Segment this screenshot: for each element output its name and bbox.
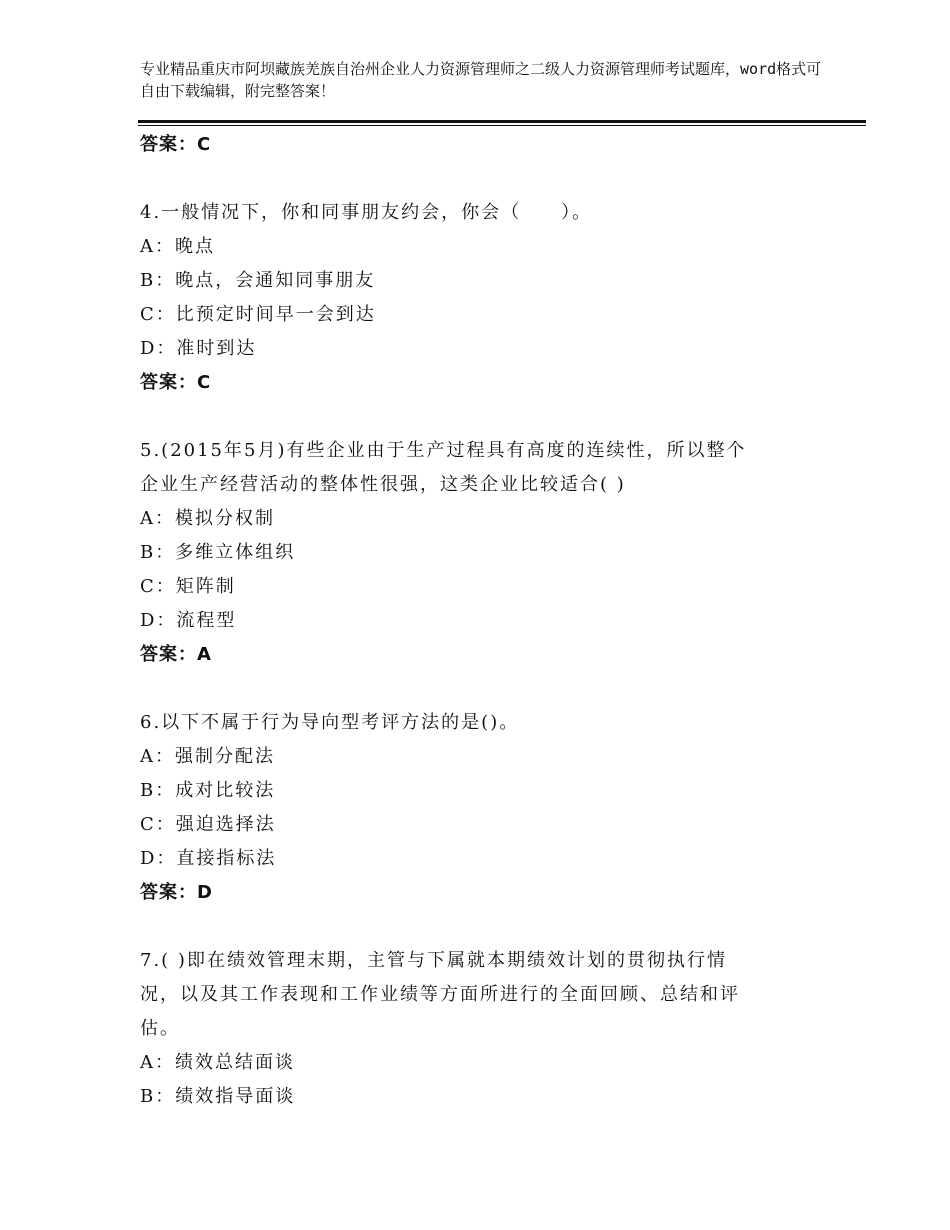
option-c: C：比预定时间早一会到达 [140,304,376,325]
answer-label: 答案：A [140,644,212,665]
question-block [140,196,840,400]
question-stem: 估。 [140,1018,180,1039]
answer-label: 答案：C [140,134,212,155]
header-divider-thick [138,120,866,123]
option-d: D：直接指标法 [140,848,277,869]
question-stem: 5.(2015年5月)有些企业由于生产过程具有高度的连续性，所以整个 [140,440,747,461]
answer-label: 答案：D [140,882,213,903]
option-b: B：晚点，会通知同事朋友 [140,270,376,291]
option-b: B：多维立体组织 [140,542,296,563]
question-stem: 企业生产经营活动的整体性很强，这类企业比较适合( ) [140,474,626,495]
option-d: D：准时到达 [140,338,257,359]
question-stem: 4.一般情况下，你和同事朋友约会，你会（ ）。 [140,202,593,223]
option-a: A：强制分配法 [140,746,275,767]
document-header-title: 专业精品重庆市阿坝藏族羌族自治州企业人力资源管理师之二级人力资源管理师考试题库，word格式可自由下载编辑，附完整答案！ [140,60,822,100]
option-b: B：绩效指导面谈 [140,1086,296,1107]
option-c: C：矩阵制 [140,576,236,597]
answer-label: 答案：C [140,372,212,393]
option-b: B：成对比较法 [140,780,276,801]
option-a: A：晚点 [140,236,215,257]
question-stem: 7.( )即在绩效管理末期，主管与下属就本期绩效计划的贯彻执行情 [140,950,727,971]
question-stem: 6.以下不属于行为导向型考评方法的是()。 [140,712,520,733]
question-list [140,128,840,1114]
header-divider-thin [138,125,866,126]
option-c: C：强迫选择法 [140,814,276,835]
option-a: A：绩效总结面谈 [140,1052,295,1073]
question-block [140,434,840,672]
option-a: A：模拟分权制 [140,508,275,529]
question-block [140,944,840,1114]
question-stem: 况，以及其工作表现和工作业绩等方面所进行的全面回顾、总结和评 [140,984,740,1005]
option-d: D：流程型 [140,610,237,631]
question-block [140,706,840,910]
